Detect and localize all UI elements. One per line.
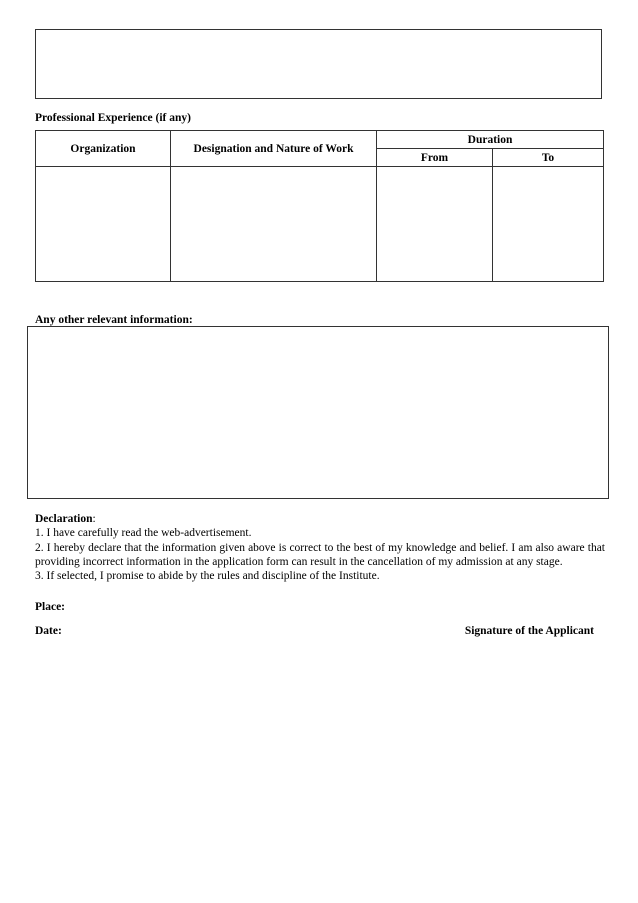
col-to-header: To — [493, 149, 604, 167]
organization-cell[interactable] — [36, 167, 171, 282]
declaration-item: 2. I hereby declare that the information given above is correct to the best of my knowledge and belief. I am also aware that providing incorrect information in the application form can result in the cancellation of my admission at any stage. — [35, 541, 605, 568]
col-organization-header: Organization — [36, 131, 171, 167]
experience-table — [35, 130, 604, 282]
table-row — [36, 167, 604, 282]
from-cell[interactable] — [377, 167, 493, 282]
signature-label: Signature of the Applicant — [464, 625, 594, 637]
other-info-title: Any other relevant information: — [35, 314, 193, 326]
experience-title: Professional Experience (if any) — [35, 112, 191, 124]
declaration-item: 1. I have carefully read the web-advertisement. — [35, 527, 252, 540]
declaration-section — [35, 512, 605, 583]
declaration-colon: : — [92, 513, 96, 525]
previous-section-box — [35, 29, 602, 99]
col-from-header: From — [377, 149, 493, 167]
to-cell[interactable] — [493, 167, 604, 282]
declaration-item: 3. If selected, I promise to abide by the rules and discipline of the Institute. — [35, 570, 380, 583]
place-label: Place: — [35, 601, 66, 613]
col-designation-header: Designation and Nature of Work — [171, 131, 377, 167]
date-label: Date: — [35, 625, 62, 637]
declaration-heading: Declaration — [35, 513, 93, 525]
designation-cell[interactable] — [171, 167, 377, 282]
col-duration-header: Duration — [377, 131, 604, 149]
other-info-box[interactable] — [27, 326, 609, 499]
